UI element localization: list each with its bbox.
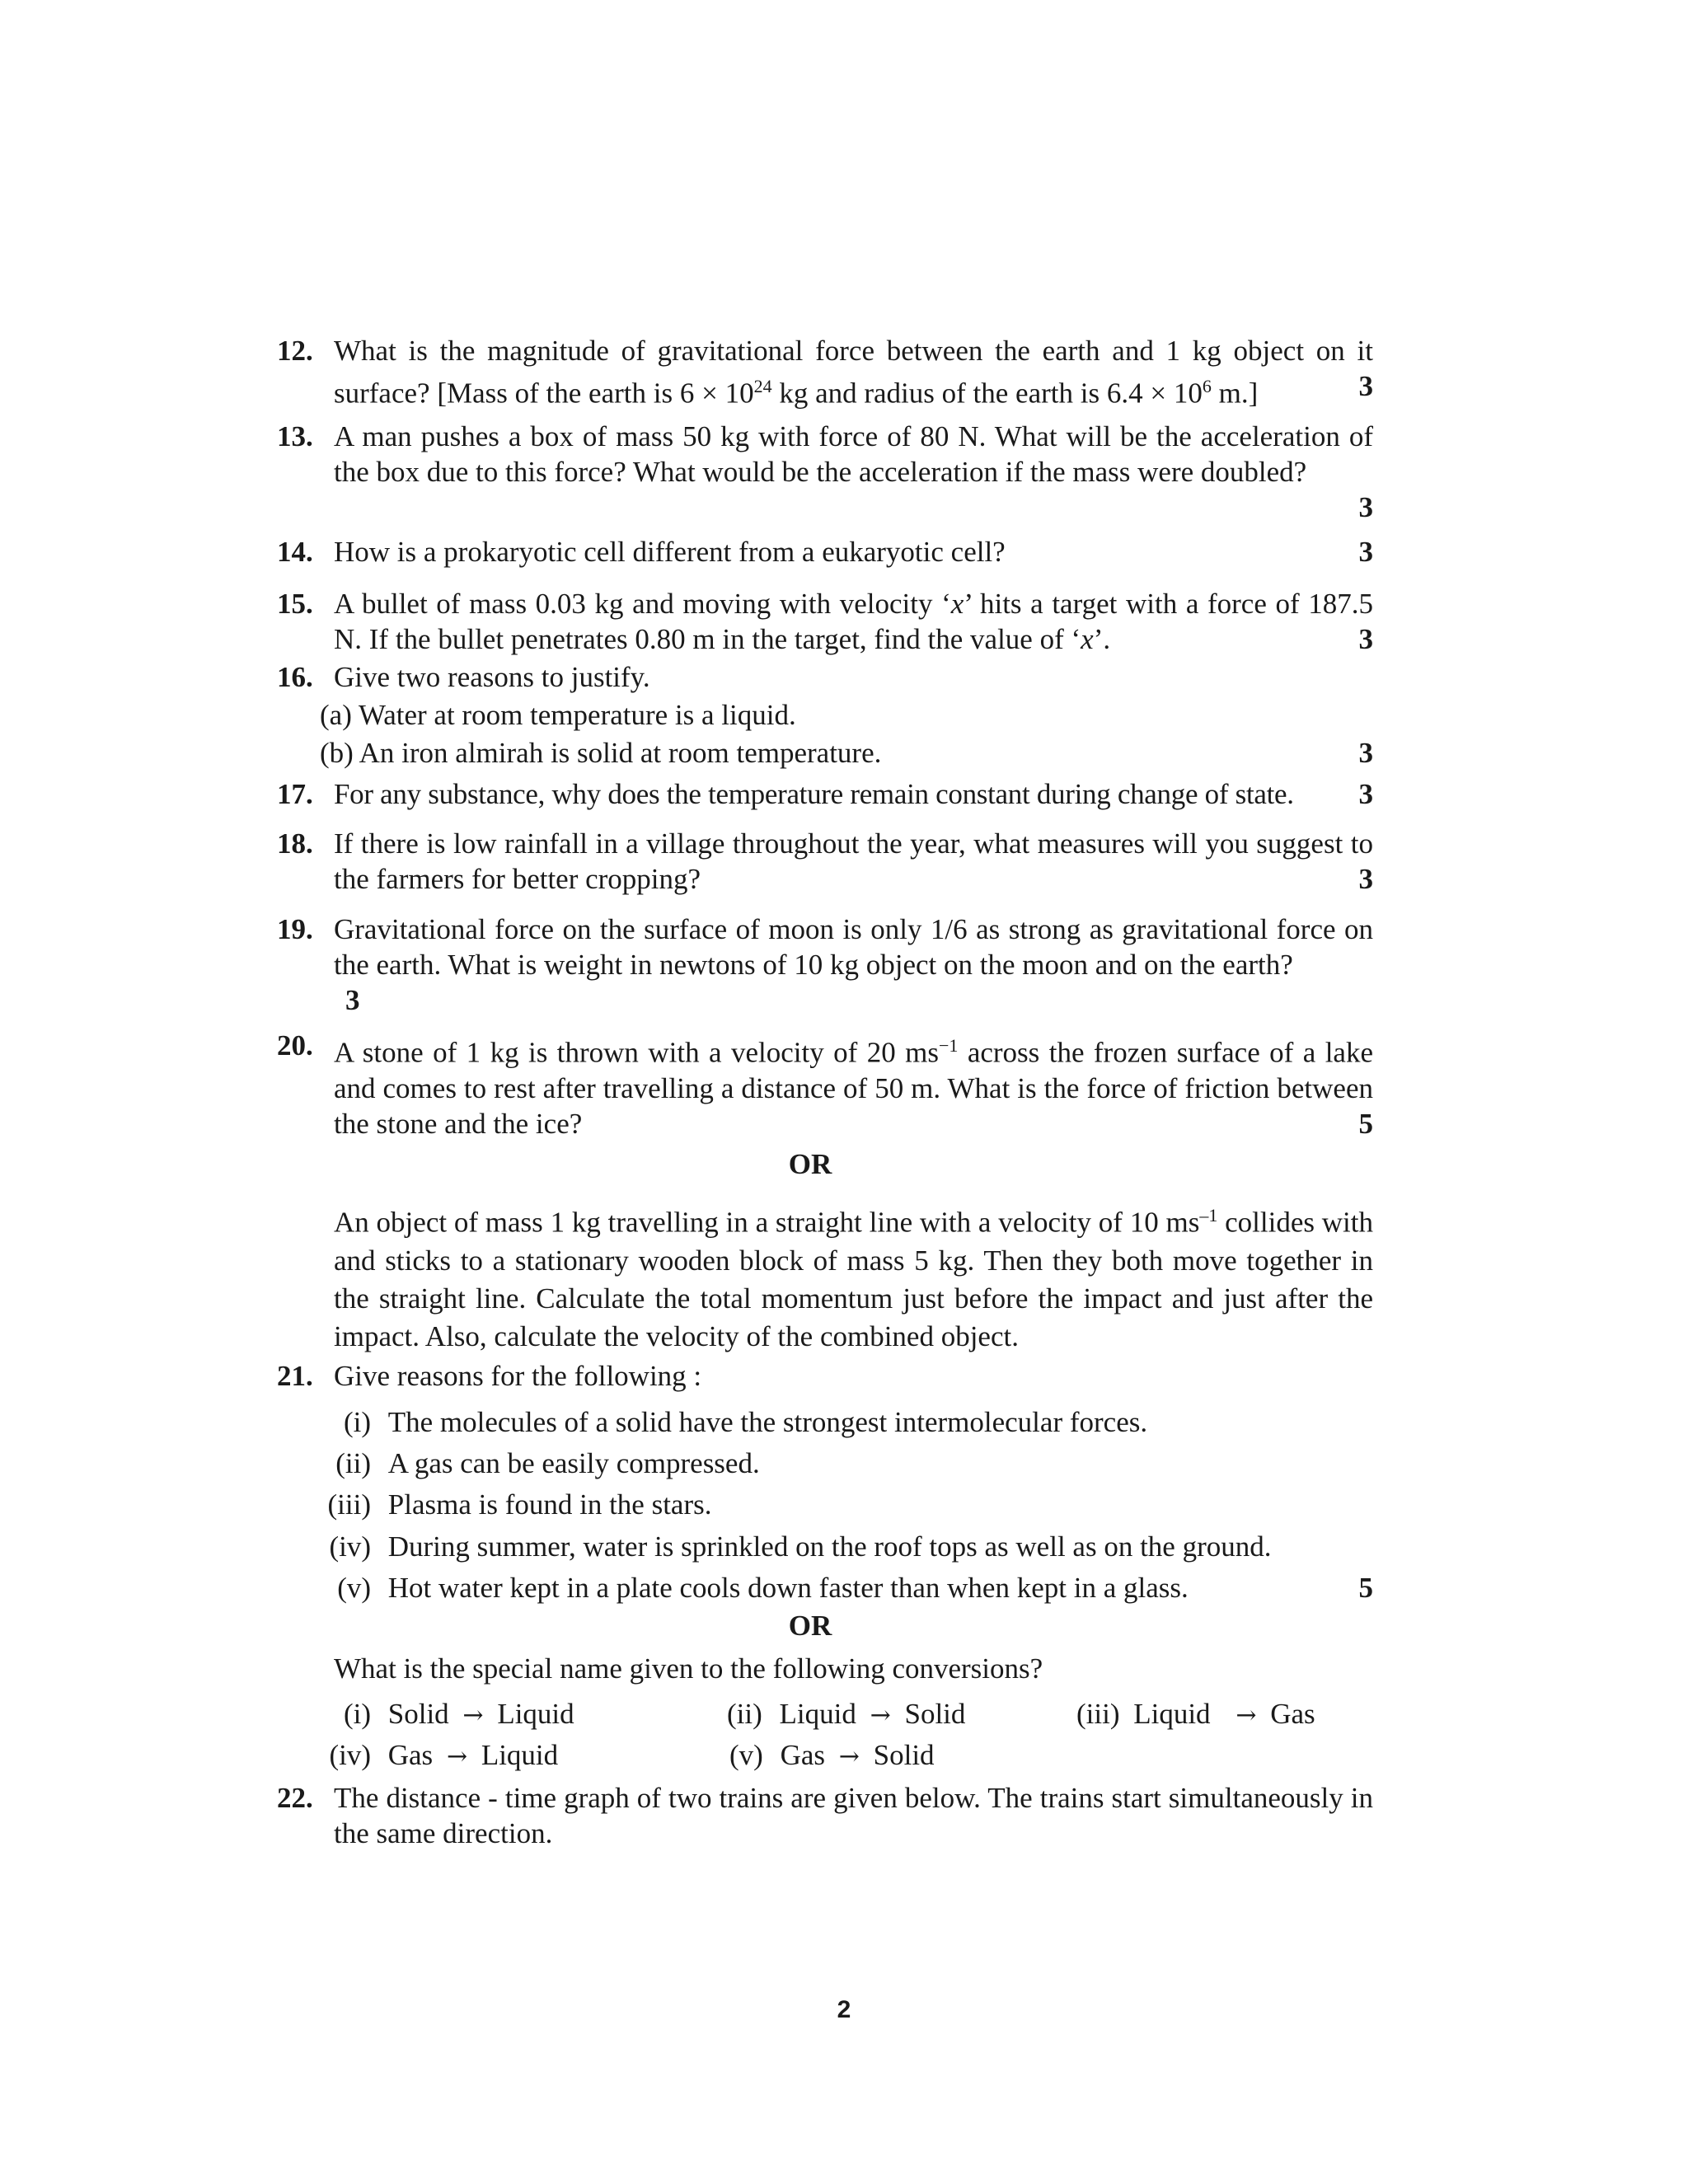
conversion-ii: (ii) Liquid → Solid <box>727 1698 966 1730</box>
question-19 <box>277 912 1373 1018</box>
reason-item-i: (i) The molecules of a solid have the strongest intermolecular forces. <box>343 1406 1148 1438</box>
question-text: Gravitational force on the surface of moon is only 1/6 as strong as gravitational force on the earth. What is weight in newtons of 10 kg object on the moon and on the earth? 3 <box>334 913 1373 1016</box>
question-20 <box>277 1028 1373 1141</box>
question-16 <box>277 659 1373 695</box>
marks: 3 <box>1358 491 1373 523</box>
or-separator: OR <box>788 1148 832 1180</box>
arrow-icon: → <box>446 1742 468 1771</box>
conversion-iv: (iv) Gas → Liquid <box>329 1739 559 1771</box>
question-text: The distance - time graph of two trains are given below. The trains start simultaneously in the same direction. <box>334 1782 1373 1849</box>
question-number: 15. <box>277 588 313 620</box>
sub-item-a: (a) Water at room temperature is a liquid. <box>320 699 796 731</box>
question-12 <box>277 333 1373 411</box>
reason-item-iii: (iii) Plasma is found in the stars. <box>327 1488 712 1521</box>
marks: 3 <box>1358 737 1373 769</box>
marks: 3 <box>1358 623 1373 655</box>
question-text: How is a prokaryotic cell different from a eukaryotic cell? 3 <box>334 536 1373 568</box>
marks: 3 <box>1358 778 1373 810</box>
question-number: 12. <box>277 335 313 367</box>
marks: 3 <box>345 984 360 1016</box>
arrow-icon: → <box>838 1742 860 1771</box>
question-number: 16. <box>277 661 313 693</box>
question-13 <box>277 419 1373 523</box>
question-17 <box>277 776 1373 812</box>
conversion-v: (v) Gas → Solid <box>729 1739 935 1771</box>
question-text: If there is low rainfall in a village throughout the year, what measures will you suggest to the farmers for better cropping? 3 <box>334 827 1373 895</box>
question-number: 14. <box>277 536 313 568</box>
conversion-i: (i) Solid → Liquid <box>343 1698 574 1730</box>
arrow-icon: → <box>462 1701 484 1730</box>
question-number: 20. <box>277 1029 313 1062</box>
question-number: 18. <box>277 827 313 860</box>
question-14 <box>277 534 1373 569</box>
marks: 5 <box>1358 1107 1373 1140</box>
or-separator: OR <box>788 1610 832 1642</box>
alternative-question-20: An object of mass 1 kg travelling in a straight line with a velocity of 10 $ms^{-1}$ collides with and sticks to a stationary wooden block of mass 5 kg. Then they both move together in the straight line. Calculate the total momentum just before the impact and just after the impact. Also, calculate the velocity of the combined object. <box>334 1205 1373 1352</box>
question-15 <box>277 586 1373 657</box>
marks: 3 <box>1358 536 1373 568</box>
question-text: A bullet of mass 0.03 kg and moving with velocity ‘x’ hits a target with a force of 187.5 N. If the bullet penetrates 0.80 m in the target, find the value of ‘x’. 3 <box>334 588 1374 655</box>
question-text: A man pushes a box of mass 50 kg with force of 80 N. What will be the acceleration of the box due to this force? What would be the acceleration if the mass were doubled? 3 <box>334 420 1373 523</box>
page-number: 2 <box>837 1996 851 2023</box>
question-text: What is the magnitude of gravitational force between the earth and 1 kg object on it surface? [Mass of the earth is $6 \times 10^{24}$ kg and radius of the earth is $6.4 \times 10^6$ m.] 3 <box>334 335 1373 410</box>
question-text: Give reasons for the following : <box>334 1360 702 1392</box>
question-text: Give two reasons to justify. <box>334 661 650 693</box>
question-number: 17. <box>277 778 313 810</box>
question-number: 21. <box>277 1360 313 1392</box>
reason-item-v: (v) Hot water kept in a plate cools down faster than when kept in a glass. 5 <box>337 1572 1373 1604</box>
question-18 <box>277 826 1373 897</box>
arrow-icon: → <box>870 1701 891 1730</box>
arrow-icon: → <box>1236 1701 1257 1730</box>
question-text: For any substance, why does the temperature remain constant during change of state. 3 <box>334 778 1373 810</box>
question-number: 13. <box>277 420 313 452</box>
question-21 <box>277 1358 1373 1394</box>
question-number: 19. <box>277 913 313 945</box>
question-22 <box>277 1780 1373 1851</box>
alternative-question-21: What is the special name given to the following conversions? <box>334 1652 1043 1685</box>
conversion-iii: (iii) Liquid → Gas <box>1076 1698 1315 1730</box>
marks: 5 <box>1358 1572 1373 1604</box>
reason-item-ii: (ii) A gas can be easily compressed. <box>335 1447 760 1479</box>
reason-item-iv: (iv) During summer, water is sprinkled on the roof tops as well as on the ground. <box>329 1530 1272 1563</box>
question-text: A stone of 1 kg is thrown with a velocity of 20 $ms^{-1}$ across the frozen surface of a lake and comes to rest after travelling a distance of 50 m. What is the force of friction between the stone and the ice? 5 <box>334 1035 1373 1140</box>
marks: 3 <box>1358 370 1373 402</box>
sub-item-b: (b) An iron almirah is solid at room temperature. 3 <box>320 737 1373 769</box>
marks: 3 <box>1358 863 1373 895</box>
question-number: 22. <box>277 1782 313 1814</box>
